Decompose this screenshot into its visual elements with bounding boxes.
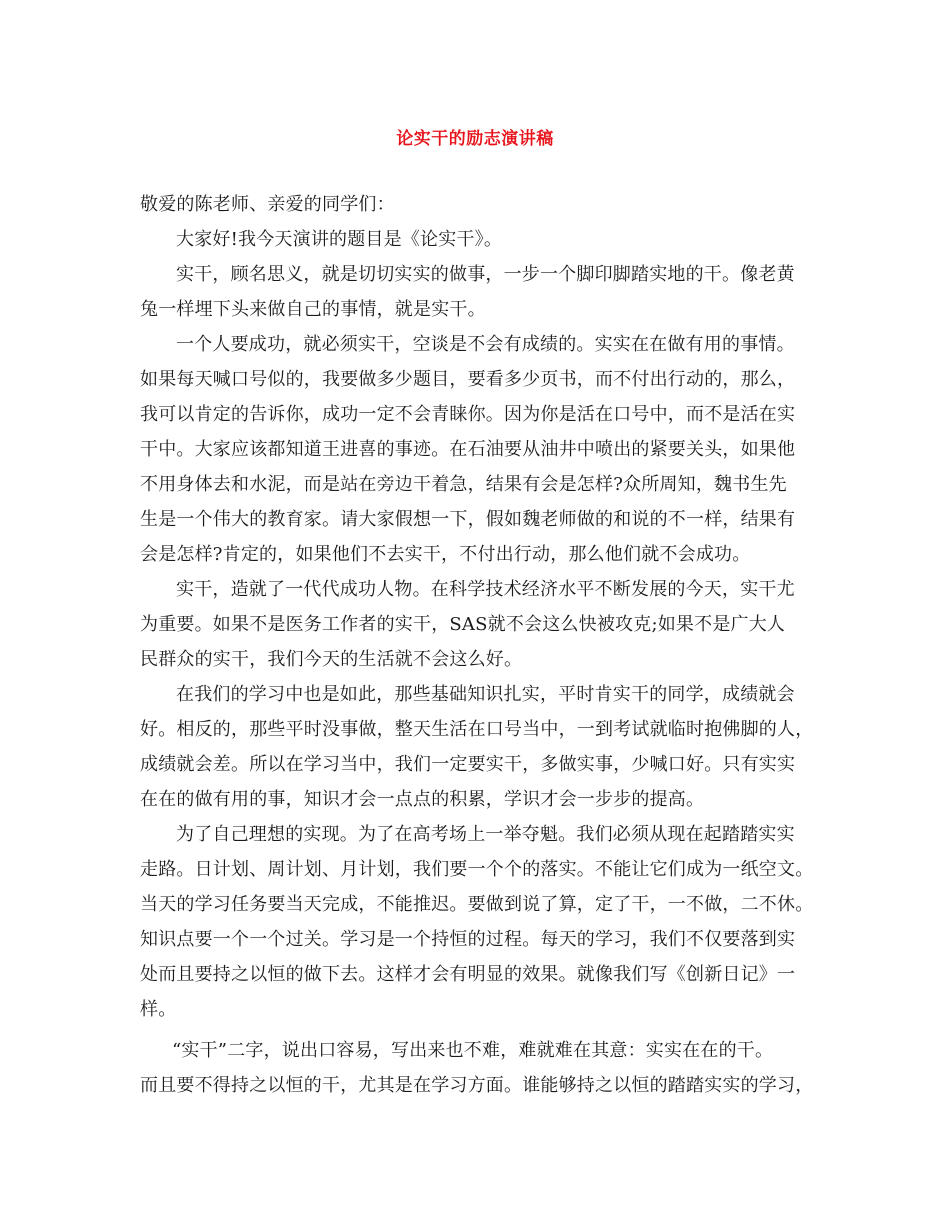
paragraph-line: 走路。日计划、周计划、月计划，我们要一个个的落实。不能让它们成为一纸空文。: [140, 859, 814, 880]
paragraph-line: 成绩就会差。所以在学习当中，我们一定要实干，多做实事，少喊口好。只有实实: [140, 754, 796, 775]
paragraph-line: 知识点要一个一个过关。学习是一个持恒的过程。每天的学习，我们不仅要落到实: [140, 929, 796, 950]
paragraph-line: 为了自己理想的实现。为了在高考场上一举夺魁。我们必须从现在起踏踏实实: [176, 824, 795, 845]
paragraph-line: 兔一样埋下头来做自己的事情，就是实干。: [140, 299, 486, 320]
paragraph-line: 在我们的学习中也是如此，那些基础知识扎实，平时肯实干的同学，成绩就会: [176, 684, 795, 705]
paragraph-line: 好。相反的，那些平时没事做，整天生活在口号当中，一到考试就临时抱佛脚的人，: [140, 719, 814, 740]
paragraph-line: 民群众的实干，我们今天的生活就不会这么好。: [140, 649, 523, 670]
document-title: 论实干的励志演讲稿: [396, 129, 554, 149]
salutation-line: 敬爱的陈老师、亲爱的同学们：: [140, 194, 395, 215]
paragraph-line: 当天的学习任务要当天完成，不能推迟。要做到说了算，定了干，一不做，二不休。: [140, 894, 814, 915]
paragraph-line: 处而且要持之以恒的做下去。这样才会有明显的效果。就像我们写《创新日记》一: [140, 964, 796, 985]
paragraph-line: 如果每天喊口号似的，我要做多少题目，要看多少页书，而不付出行动的，那么，: [140, 369, 796, 390]
paragraph-line: 生是一个伟大的教育家。请大家假想一下，假如魏老师做的和说的不一样，结果有: [140, 509, 796, 530]
paragraph-line: 为重要。如果不是医务工作者的实干，SAS就不会这么快被攻克;如果不是广大人: [140, 614, 786, 635]
paragraph-line: 实干，顾名思义，就是切切实实的做事，一步一个脚印脚踏实地的干。像老黄: [176, 264, 795, 285]
paragraph-line: 干中。大家应该都知道王进喜的事迹。在石油要从油井中喷出的紧要关头，如果他: [140, 439, 796, 460]
paragraph-line: 而且要不得持之以恒的干，尤其是在学习方面。谁能够持之以恒的踏踏实实的学习，: [140, 1075, 814, 1096]
document-body: [140, 187, 826, 1103]
paragraph-line: 大家好!我今天演讲的题目是《论实干》。: [176, 229, 503, 250]
paragraph-line: 实干，造就了一代代成功人物。在科学技术经济水平不断发展的今天，实干尤: [176, 579, 795, 600]
paragraph-line: 不用身体去和水泥，而是站在旁边干着急，结果有会是怎样?众所周知，魏书生先: [140, 474, 787, 495]
paragraph-line: 在在的做有用的事，知识才会一点点的积累，学识才会一步步的提高。: [140, 789, 705, 810]
paragraph-line: 一个人要成功，就必须实干，空谈是不会有成绩的。实实在在做有用的事情。: [176, 334, 795, 355]
paragraph-line: 样。: [140, 999, 177, 1020]
paragraph-line: 我可以肯定的告诉你，成功一定不会青睐你。因为你是活在口号中，而不是活在实: [140, 404, 796, 425]
paragraph-line: “实干”二字，说出口容易，写出来也不难，难就难在其意：实实在在的干。: [172, 1040, 774, 1061]
paragraph-line: 会是怎样?肯定的，如果他们不去实干，不付出行动，那么他们就不会成功。: [140, 544, 751, 565]
